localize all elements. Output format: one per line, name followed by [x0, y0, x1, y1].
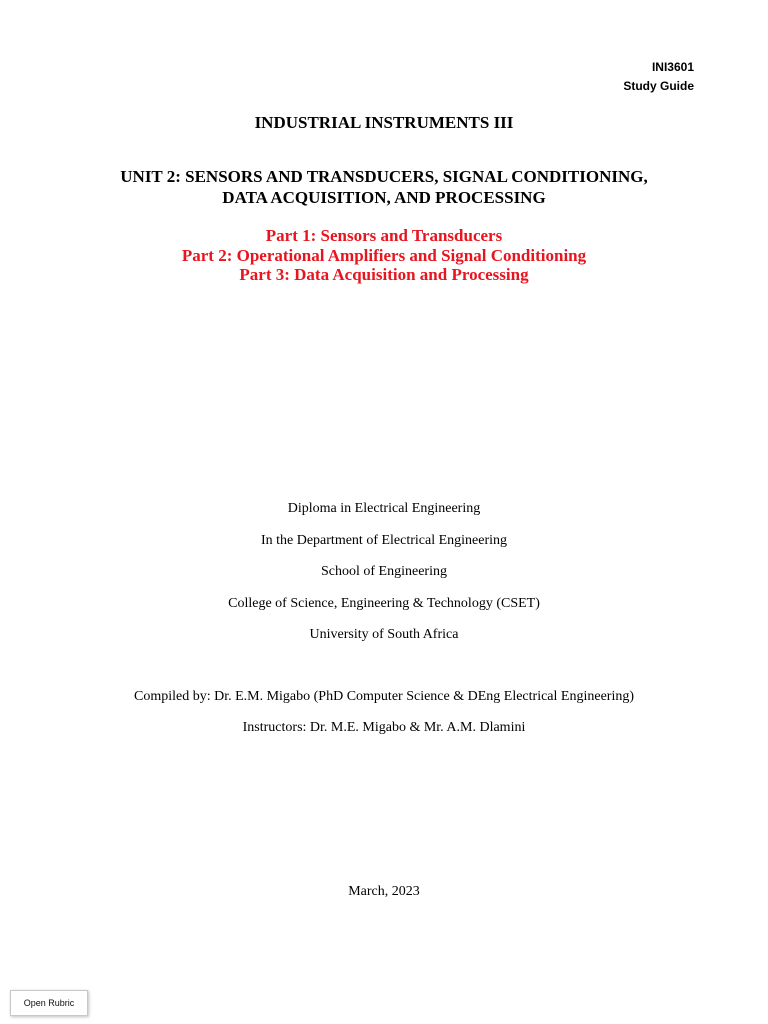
open-rubric-button[interactable]	[10, 990, 88, 1016]
course-code: INI3601	[651, 60, 694, 74]
affiliation-college: College of Science, Engineering & Technology (CSET)	[228, 595, 540, 611]
course-title: INDUSTRIAL INSTRUMENTS III	[254, 113, 514, 132]
part-3: Part 3: Data Acquisition and Processing	[239, 265, 529, 284]
publication-date: March, 2023	[348, 884, 420, 899]
header-corner	[623, 58, 694, 96]
affiliation-school: School of Engineering	[321, 564, 447, 579]
part-2: Part 2: Operational Amplifiers and Signal Conditioning	[181, 245, 587, 265]
affiliation-department: In the Department of Electrical Engineering	[260, 532, 508, 548]
affiliation-diploma: Diploma in Electrical Engineering	[287, 501, 481, 516]
affiliation-university: University of South Africa	[309, 627, 459, 642]
document-type: Study Guide	[623, 79, 694, 93]
instructors: Instructors: Dr. M.E. Migabo & Mr. A.M. Dlamini	[242, 720, 526, 735]
unit-title	[0, 166, 768, 208]
unit-title-line-1: UNIT 2: SENSORS AND TRANSDUCERS, SIGNAL CONDITIONING,	[120, 167, 648, 186]
open-rubric-label: Open Rubric	[23, 998, 75, 1008]
part-1: Part 1: Sensors and Transducers	[265, 226, 503, 245]
compiled-by: Compiled by: Dr. E.M. Migabo (PhD Computer Science & DEng Electrical Engineering)	[133, 689, 634, 704]
affiliation-block	[0, 500, 768, 658]
parts-list	[0, 226, 768, 285]
unit-title-line-2: DATA ACQUISITION, AND PROCESSING	[222, 188, 546, 207]
